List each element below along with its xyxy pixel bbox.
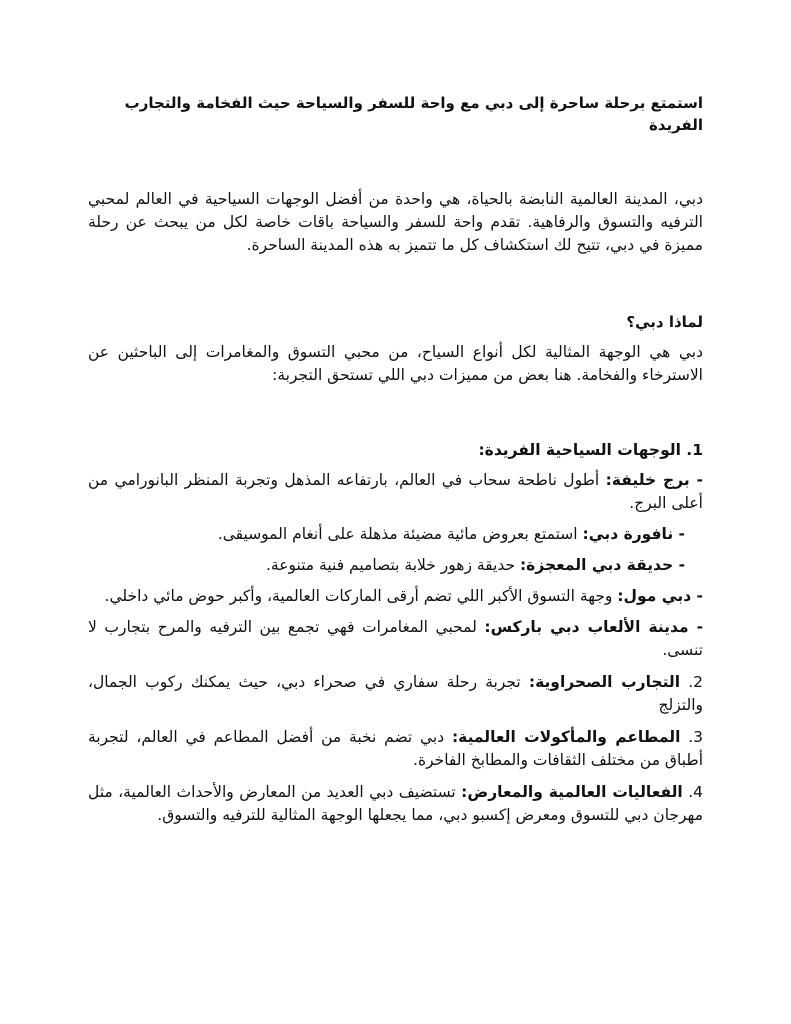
item-text: تستضيف دبي العديد من المعارض والأحداث العالمية، مثل مهرجان دبي للتسوق ومعرض إكسبو دبي، مما يجعلها الوجهة المثالية للترفيه والتسوق. <box>88 783 703 824</box>
list-item-dubai-mall <box>88 585 703 608</box>
list-item-label: - نافورة دبي: <box>582 525 685 543</box>
document-page <box>88 88 703 827</box>
list-item-burj-khalifa <box>88 469 703 515</box>
list-item-text: حديقة زهور خلابة بتصاميم فنية متنوعة. <box>265 556 520 574</box>
item-text: دبي تضم نخبة من أفضل المطاعم في العالم، لتجربة أطباق من مختلف الثقافات والمطابخ الفاخرة. <box>88 728 703 769</box>
list-item-label: - حديقة دبي المعجزة: <box>519 556 685 574</box>
list-item-text: استمتع بعروض مائية مضيئة مذهلة على أنغام الموسيقى. <box>217 525 583 543</box>
numbered-item-desert-experiences <box>88 671 703 717</box>
item-text: تجربة رحلة سفاري في صحراء دبي، حيث يمكنك ركوب الجمال، والتزلج <box>88 673 703 714</box>
intro-paragraph: دبي، المدينة العالمية النابضة بالحياة، هي واحدة من أفضل الوجهات السياحية في العالم لمحبي الترفيه والتسوق والرفاهية. تقدم واحة للسفر والسياحة باقات خاصة لكل من يبحث عن رحلة مميزة في دبي، تتيح لك استكشاف كل ما تتميز به هذه المدينة الساحرة. <box>88 190 703 254</box>
list-item-text: لمحبي المغامرات فهي تجمع بين الترفيه والمرح بتجارب لا تنسى. <box>88 618 703 659</box>
numbered-item-events <box>88 781 703 827</box>
list-item-text: وجهة التسوق الأكبر اللي تضم أرقى الماركات العالمية، وأكبر حوض مائي داخلي. <box>104 587 618 605</box>
list-item-label: - مدينة الألعاب دبي باركس: <box>484 618 703 636</box>
list-item-label: - برج خليفة: <box>605 471 703 489</box>
numbered-item-restaurants <box>88 726 703 772</box>
why-dubai-heading: لماذا دبي؟ <box>626 313 703 331</box>
list-item-miracle-garden <box>88 554 703 577</box>
why-dubai-paragraph: دبي هي الوجهة المثالية لكل أنواع السياح، من محبي التسوق والمغامرات إلى الباحثين عن الاسترخاء والفخامة. هنا بعض من مميزات دبي اللي تستحق التجربة: <box>88 343 703 384</box>
item-label: التجارب الصحراوية: <box>528 673 681 691</box>
list-item-dubai-fountain <box>88 523 703 546</box>
list-item-text: أطول ناطحة سحاب في العالم، بارتفاعه المذهل وتجربة المنظر البانورامي من أعلى البرج. <box>88 471 703 512</box>
section-unique-destinations-heading: 1. الوجهات السياحية الفريدة: <box>478 441 703 459</box>
item-number: 2. <box>680 673 703 691</box>
item-number: 4. <box>682 783 703 801</box>
item-number: 3. <box>680 728 704 746</box>
item-label: المطاعم والمأكولات العالمية: <box>451 728 681 746</box>
list-item-dubai-parks <box>88 616 703 662</box>
document-title: استمتع برحلة ساحرة إلى دبي مع واحة للسفر والسياحة حيث الفخامة والتجارب الفريدة <box>124 94 703 134</box>
list-item-label: - دبي مول: <box>617 587 703 605</box>
item-label: الفعاليات العالمية والمعارض: <box>461 783 683 801</box>
